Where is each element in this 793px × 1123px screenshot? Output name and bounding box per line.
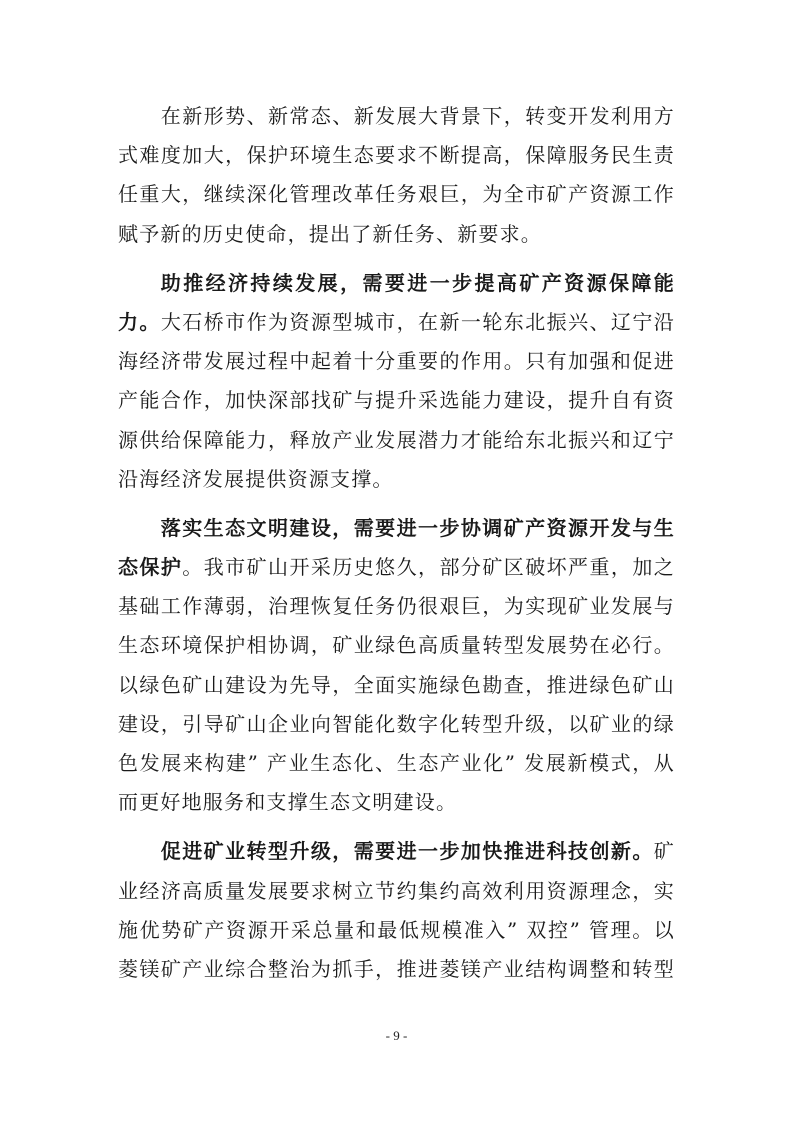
paragraph-industry-upgrade (118, 832, 675, 989)
body-segment: 大石桥市作为资源型城市，在新一轮东北振兴、辽宁沿 (160, 309, 675, 334)
text-line: 基础工作薄弱，治理恢复任务仍很艰巨，为实现矿业发展与 (118, 594, 675, 619)
paragraph-ecological-civilization (118, 509, 675, 823)
text-line: 菱镁矿产业综合整治为抓手，推进菱镁产业结构调整和转型 (118, 956, 675, 981)
text-line: 沿海经济发展提供资源支撑。 (118, 466, 394, 491)
paragraph-background (118, 97, 675, 254)
text-line: 源供给保障能力，释放产业发展潜力才能给东北振兴和辽宁 (118, 427, 675, 452)
body-segment: 。我市矿山开采历史悠久，部分矿区破坏严重，加之 (182, 555, 675, 580)
text-line: 色发展来构建” 产业生态化、生态产业化” 发展新模式，从 (118, 751, 675, 775)
text-line: 式难度加大，保护环境生态要求不断提高，保障服务民生责 (118, 143, 675, 168)
document-body (118, 97, 675, 989)
paragraph-economic-development (118, 264, 675, 499)
text-line: 任重大，继续深化管理改革任务艰巨，为全市矿产资源工作 (118, 182, 675, 207)
text-line: 施优势矿产资源开采总量和最低规模准入” 双控” 管理。以 (118, 917, 675, 942)
page-number: - 9 - (385, 1028, 408, 1043)
text-line (118, 303, 675, 342)
bold-heading-line: 助推经济持续发展，需要进一步提高矿产资源保障能 (160, 270, 675, 295)
text-line: 以绿色矿山建设为先导，全面实施绿色勘查，推进绿色矿山 (118, 672, 675, 697)
text-line: 生态环境保护相协调，矿业绿色高质量转型发展势在必行。 (118, 633, 675, 658)
text-line: 产能合作，加快深部找矿与提升采选能力建设，提升自有资 (118, 388, 675, 413)
bold-heading-segment: 态保护 (118, 555, 183, 580)
bold-heading-segment: 力。 (118, 309, 161, 334)
text-line: 在新形势、新常态、新发展大背景下，转变开发利用方 (160, 104, 675, 128)
text-line: 海经济带发展过程中起着十分重要的作用。只有加强和促进 (118, 349, 675, 374)
text-line (118, 832, 675, 871)
text-line: 赋予新的历史使命，提出了新任务、新要求。 (118, 221, 542, 246)
bold-heading-segment: 促进矿业转型升级，需要进一步加快推进科技创新。 (160, 839, 654, 864)
text-line: 建设，引导矿山企业向智能化数字化转型升级，以矿业的绿 (118, 711, 675, 736)
text-line: 业经济高质量发展要求树立节约集约高效利用资源理念，实 (118, 878, 675, 903)
body-segment: 矿 (653, 839, 675, 864)
text-line (118, 548, 675, 587)
bold-heading-line: 落实生态文明建设，需要进一步协调矿产资源开发与生 (160, 515, 675, 540)
text-line: 而更好地服务和支撑生态文明建设。 (118, 790, 458, 815)
